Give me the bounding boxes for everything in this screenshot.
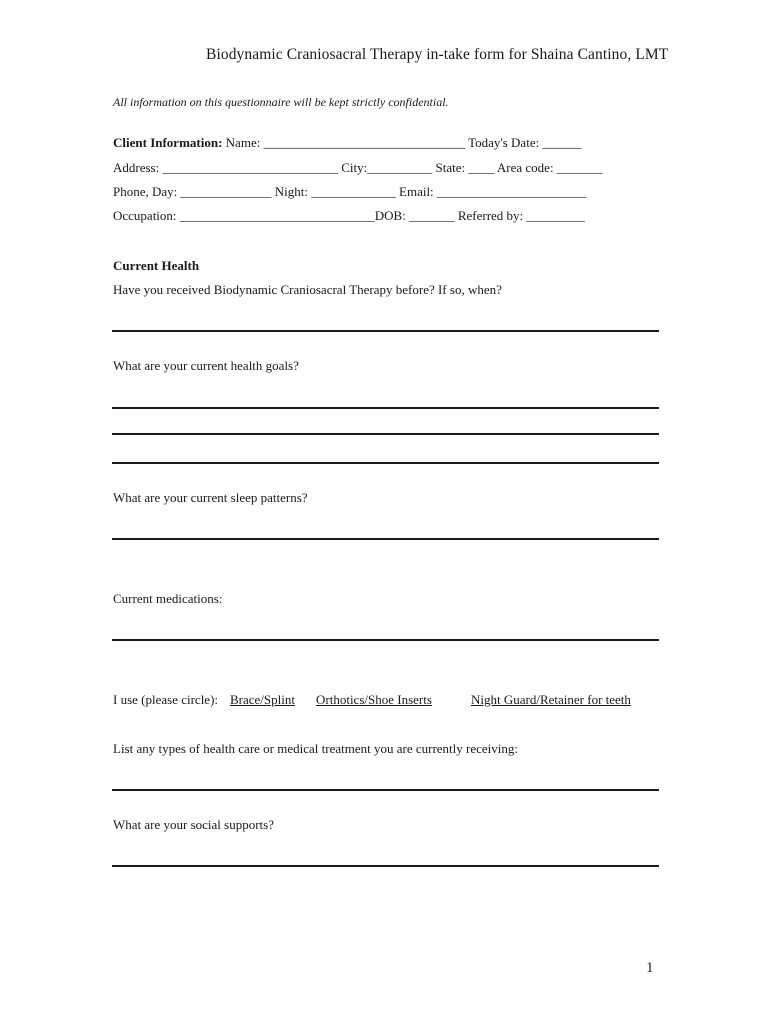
i-use-label: I use (please circle): xyxy=(113,692,219,707)
client-info-row-3 xyxy=(113,184,586,200)
answer-line-social-supports[interactable] xyxy=(112,865,659,867)
email-field[interactable]: Email: _______________________ xyxy=(399,184,587,199)
page-number: 1 xyxy=(646,960,654,976)
referred-by-field[interactable]: Referred by: _________ xyxy=(457,208,585,223)
question-sleep-patterns: What are your current sleep patterns? xyxy=(113,490,308,505)
question-medical-treatment: List any types of health care or medical treatment you are currently receiving: xyxy=(113,741,518,756)
occupation-dob-field[interactable]: Occupation: ______________________________DOB: _______ xyxy=(113,208,455,223)
answer-line-health-goals-1[interactable] xyxy=(112,407,659,409)
todays-date-field[interactable]: Today's Date: ______ xyxy=(468,135,582,150)
question-medications: Current medications: xyxy=(113,591,223,606)
client-info-row-4 xyxy=(113,208,585,224)
area-code-field[interactable]: Area code: _______ xyxy=(496,160,603,175)
option-orthotics-shoe-inserts[interactable]: Orthotics/Shoe Inserts xyxy=(316,692,432,707)
form-title: Biodynamic Craniosacral Therapy in-take form for Shaina Cantino, LMT xyxy=(206,46,669,63)
phone-night-field[interactable]: Night: _____________ xyxy=(274,184,396,199)
question-previous-therapy: Have you received Biodynamic Craniosacral Therapy before? If so, when? xyxy=(113,282,502,297)
question-health-goals: What are your current health goals? xyxy=(113,358,299,373)
client-info-heading: Client Information: xyxy=(113,135,223,150)
answer-line-medical-treatment[interactable] xyxy=(112,789,659,791)
answer-line-health-goals-2[interactable] xyxy=(112,433,659,435)
answer-line-medications[interactable] xyxy=(112,639,659,641)
confidential-note: All information on this questionnaire will be kept strictly confidential. xyxy=(113,95,449,109)
phone-day-field[interactable]: Phone, Day: ______________ xyxy=(113,184,272,199)
state-field[interactable]: State: ____ xyxy=(435,160,495,175)
option-brace-splint[interactable]: Brace/Splint xyxy=(230,692,295,707)
client-info-row-2 xyxy=(113,160,602,176)
answer-line-health-goals-3[interactable] xyxy=(112,462,659,464)
client-info-row-1 xyxy=(113,135,581,151)
question-social-supports: What are your social supports? xyxy=(113,817,275,832)
address-field[interactable]: Address: ___________________________ xyxy=(113,160,338,175)
current-health-heading: Current Health xyxy=(113,258,200,273)
answer-line-previous-therapy[interactable] xyxy=(112,330,659,332)
name-field[interactable]: Name: _______________________________ xyxy=(225,135,466,150)
option-night-guard-retainer[interactable]: Night Guard/Retainer for teeth xyxy=(471,692,631,707)
city-field[interactable]: City:__________ xyxy=(341,160,433,175)
answer-line-sleep-patterns[interactable] xyxy=(112,538,659,540)
